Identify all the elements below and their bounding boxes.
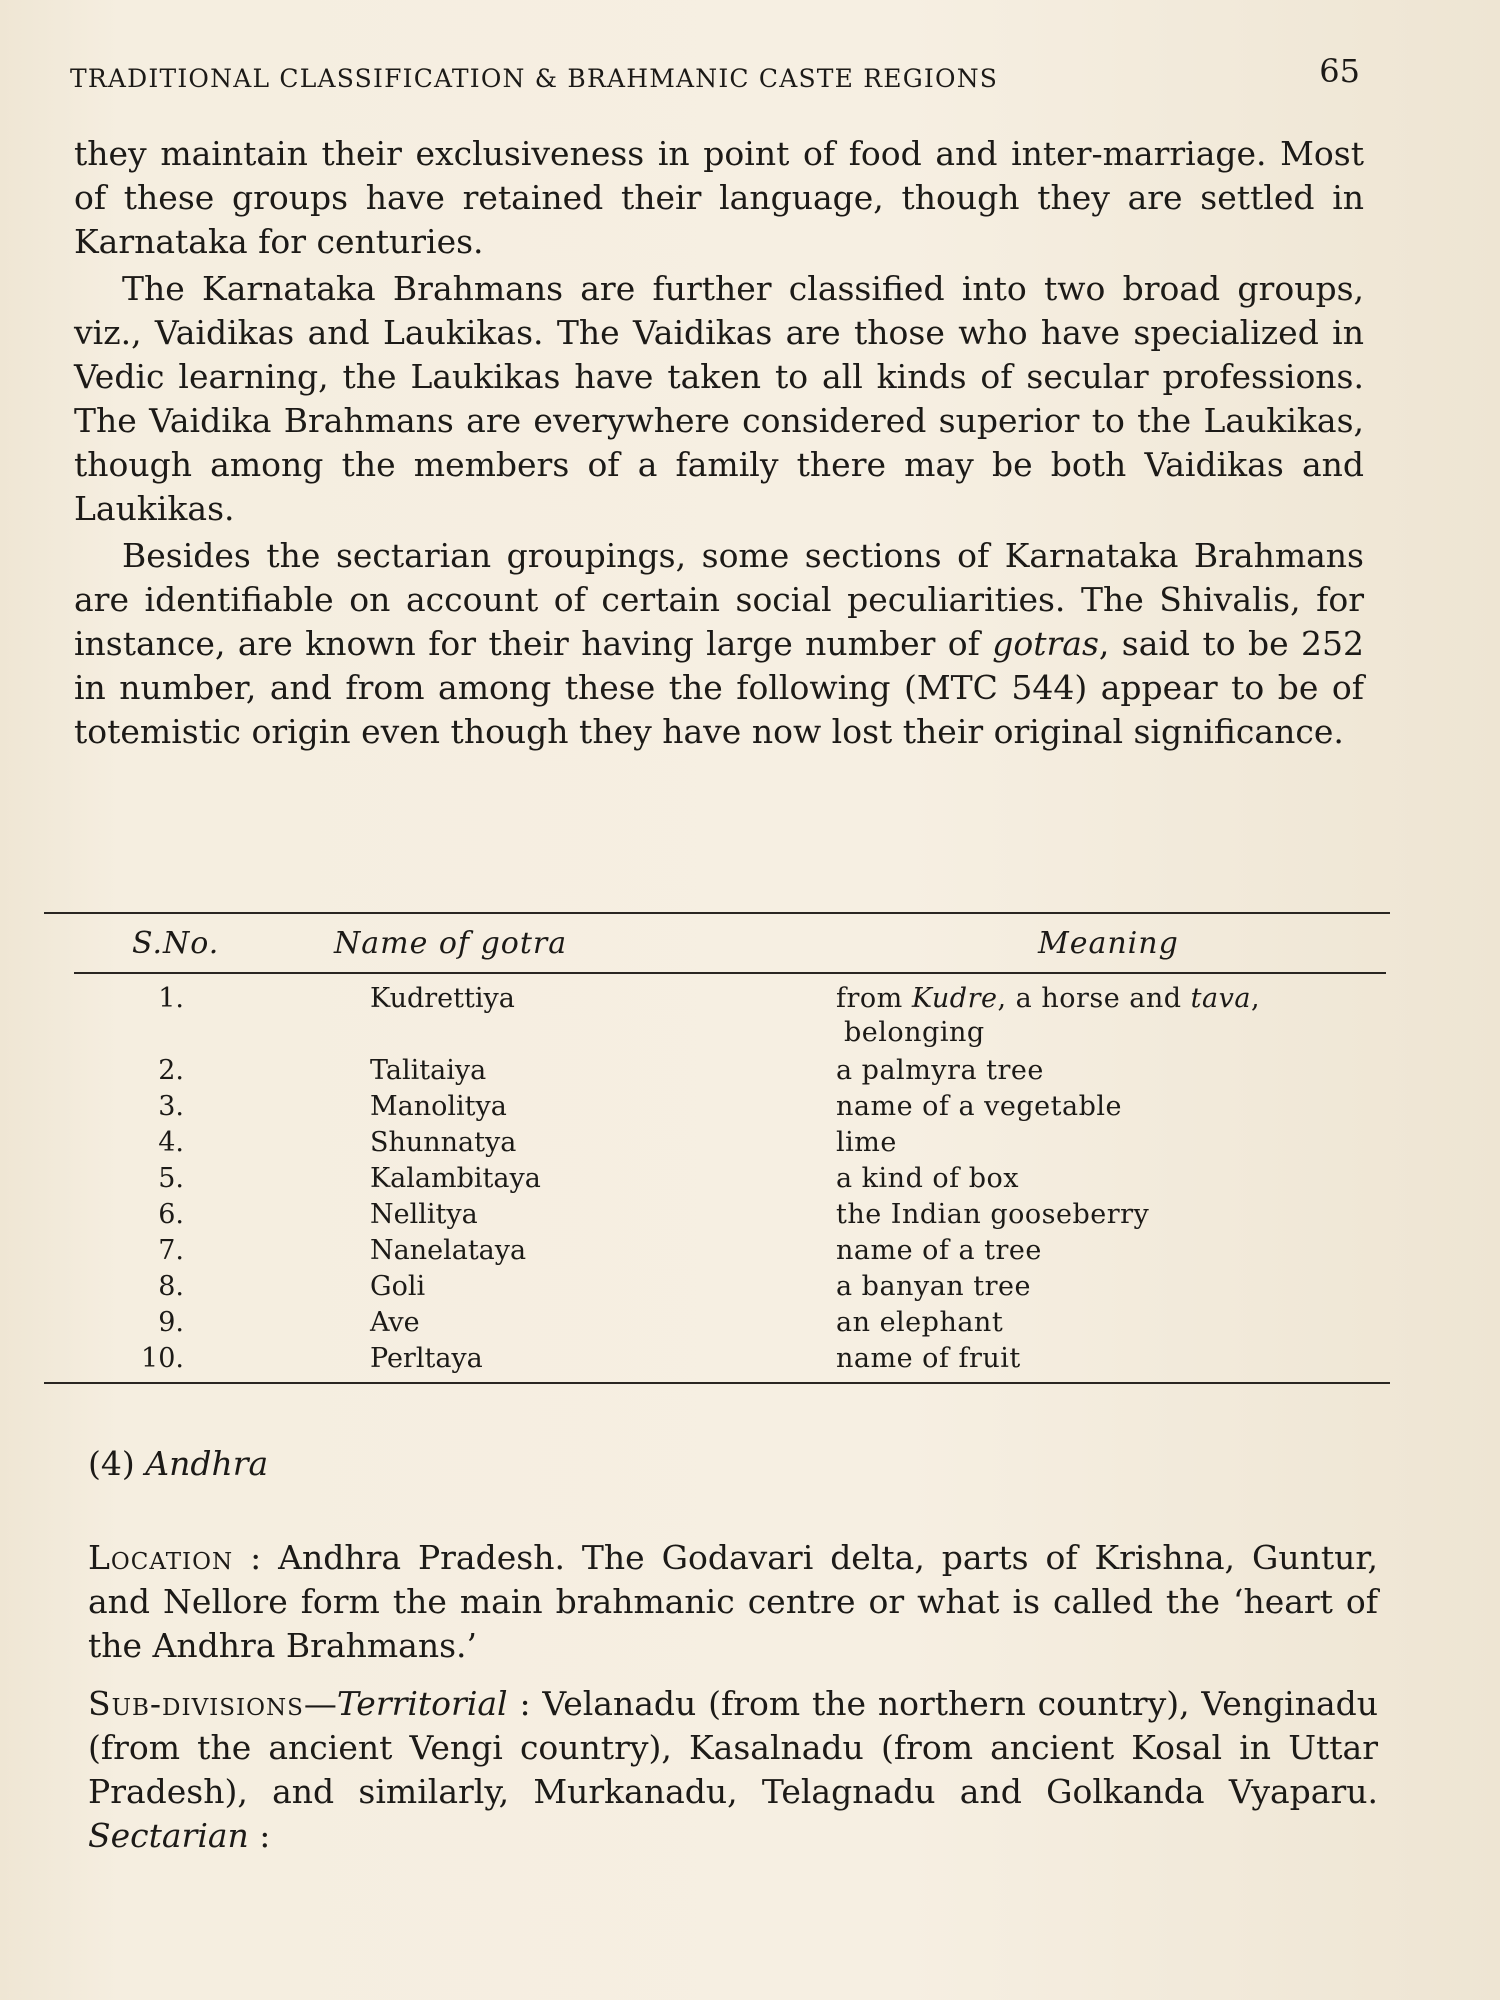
page-header [70, 52, 1360, 102]
row-name: Goli [370, 1271, 426, 1302]
row-meaning: an elephant [836, 1307, 1004, 1338]
location-text: : Andhra Pradesh. The Godavari delta, parts of Krishna, Guntur, and Nellore form the main brahmanic centre or what is called the ‘heart of the Andhra Brahmans.’ [88, 1538, 1378, 1665]
row-name: Manolitya [370, 1091, 507, 1122]
table-body [44, 974, 1390, 1378]
header-name: Name of gotra [334, 926, 568, 961]
section-title: Andhra [145, 1444, 269, 1483]
row-name: Perltaya [370, 1343, 483, 1374]
row-meaning: lime [836, 1127, 897, 1158]
row-number: 6. [158, 1199, 184, 1230]
table-header [44, 914, 1390, 972]
header-meaning: Meaning [1038, 926, 1179, 961]
table-row [44, 1054, 1390, 1090]
subdivisions-paragraph [88, 1682, 1378, 1858]
row-number: 5. [158, 1163, 184, 1194]
table-row [44, 1342, 1390, 1378]
meaning-tava: tava [1190, 983, 1251, 1014]
sectarian-colon: : [248, 1816, 271, 1855]
paragraph-3-end: , said to be 252 in number, and from among these the following (MTC 544) appear to be of totemistic origin even though they have now lost their original significance. [74, 624, 1364, 751]
section-number: (4) [88, 1444, 146, 1483]
table-row [44, 1270, 1390, 1306]
table-row [44, 1198, 1390, 1234]
row-name: Ave [370, 1307, 420, 1338]
gotras-term: gotras [992, 624, 1099, 663]
row-name: Shunnatya [370, 1127, 517, 1158]
row-name: Nanelataya [370, 1235, 527, 1266]
paragraph-1: they maintain their exclusiveness in point of food and inter-marriage. Most of these groups have retained their language, though they are settled in Karnataka for centuries. [74, 134, 1364, 261]
row-name: Kudrettiya [370, 983, 515, 1014]
row-meaning: name of a tree [836, 1235, 1042, 1266]
table-bottom-rule [44, 1382, 1390, 1384]
row-number: 3. [158, 1091, 184, 1122]
section-heading [88, 1442, 1378, 1486]
table-row [44, 1306, 1390, 1342]
row-number: 1. [158, 983, 184, 1014]
row-name: Talitaiya [370, 1055, 487, 1086]
page-number: 65 [1319, 52, 1360, 90]
table-row [44, 1090, 1390, 1126]
body-text [74, 132, 1364, 757]
table-row [44, 1126, 1390, 1162]
andhra-section [88, 1442, 1378, 1872]
row-number: 8. [158, 1271, 184, 1302]
row-name: Nellitya [370, 1199, 478, 1230]
row-number: 4. [158, 1127, 184, 1158]
territorial-label: Territorial [336, 1684, 508, 1723]
paragraph-3 [74, 534, 1364, 754]
row-number: 7. [158, 1235, 184, 1266]
location-label: Location [88, 1538, 234, 1577]
row-meaning [836, 982, 1396, 1050]
table-row [44, 1234, 1390, 1270]
subdivisions-label: Sub-divisions [88, 1684, 304, 1723]
sectarian-label: Sectarian [88, 1816, 249, 1855]
table-row [44, 982, 1390, 1054]
running-head: TRADITIONAL CLASSIFICATION & BRAHMANIC CASTE REGIONS [70, 64, 999, 93]
row-meaning: a palmyra tree [836, 1055, 1044, 1086]
table-row [44, 1162, 1390, 1198]
meaning-kudre: Kudre [911, 983, 998, 1014]
subdivisions-text: : Velanadu (from the northern country), Venginadu (from the ancient Vengi country), Kasalnadu (from ancient Kosal in Uttar Pradesh), and similarly, Murkanadu, Telagnadu and Golkanda Vyaparu. [88, 1684, 1378, 1811]
meaning-from: from [836, 983, 912, 1014]
row-meaning: a kind of box [836, 1163, 1020, 1194]
paragraph-3-start: Besides the sectarian groupings, some sections of Karnataka Brahmans are identifiable on account of certain social peculiarities. The Shivalis, for instance, are known for their having large number of [74, 536, 1364, 663]
meaning-belonging: belonging [844, 1017, 985, 1048]
row-number: 10. [141, 1343, 184, 1374]
row-number: 9. [158, 1307, 184, 1338]
paragraph-2: The Karnataka Brahmans are further classified into two broad groups, viz., Vaidikas and Laukikas. The Vaidikas are those who have specialized in Vedic learning, the Laukikas have taken to all kinds of secular professions. The Vaidika Brahmans are everywhere considered superior to the Laukikas, though among the members of a family there may be both Vaidikas and Laukikas. [74, 269, 1364, 528]
meaning-mid: , a horse and [997, 983, 1191, 1014]
row-meaning: a banyan tree [836, 1271, 1031, 1302]
subdivisions-dash: — [303, 1684, 337, 1723]
header-sno: S.No. [132, 926, 220, 961]
location-paragraph [88, 1536, 1378, 1668]
row-name: Kalambitaya [370, 1163, 541, 1194]
row-number: 2. [158, 1055, 184, 1086]
row-meaning: the Indian gooseberry [836, 1199, 1150, 1230]
gotra-table [44, 912, 1390, 1384]
row-meaning: name of fruit [836, 1343, 1021, 1374]
row-meaning: name of a vegetable [836, 1091, 1122, 1122]
meaning-comma: , [1250, 983, 1261, 1014]
